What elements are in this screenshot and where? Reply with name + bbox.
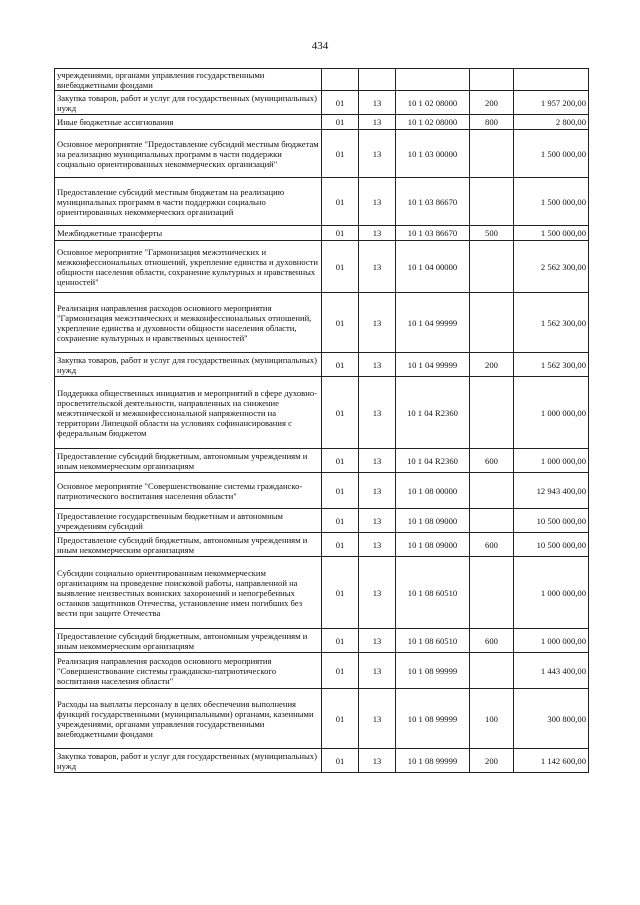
target-article-code: 10 1 08 99999 (396, 689, 470, 749)
subsection-code: 13 (359, 473, 396, 509)
subsection-code: 13 (359, 557, 396, 629)
row-description: Реализация направления расходов основного мероприятия "Совершенствование системы гражданско-патриотического воспитания населения области" (55, 653, 322, 689)
subsection-code: 13 (359, 353, 396, 377)
table-row (55, 557, 589, 629)
amount: 300 800,00 (514, 689, 589, 749)
target-article-code: 10 1 04 00000 (396, 241, 470, 293)
expense-type-code: 100 (470, 689, 514, 749)
subsection-code (359, 69, 396, 91)
target-article-code: 10 1 03 86670 (396, 226, 470, 241)
subsection-code: 13 (359, 749, 396, 773)
row-description: Поддержка общественных инициатив и мероприятий в сфере духовно-просветительской деятельности, направленных на снижение межэтнической и межконфессиональной напряженности на территории Липецкой области на условиях софинансирования с федеральным бюджетом (55, 377, 322, 449)
expense-type-code (470, 178, 514, 226)
row-description: учреждениями, органами управления государственными внебюджетными фондами (55, 69, 322, 91)
amount: 2 800,00 (514, 115, 589, 130)
target-article-code: 10 1 04 99999 (396, 353, 470, 377)
row-description: Субсидии социально ориентированным некоммерческим организациям на проведение поисковой работы, направленной на выявление неизвестных воинских захоронений и непогребенных останков защитников Отечества, установление имен погибших без вести при защите Отечества (55, 557, 322, 629)
section-code: 01 (322, 115, 359, 130)
amount (514, 69, 589, 91)
amount: 1 562 300,00 (514, 353, 589, 377)
row-description: Иные бюджетные ассигнования (55, 115, 322, 130)
row-description: Основное мероприятие "Предоставление субсидий местным бюджетам на реализацию муниципальных программ в части поддержки социально ориентированных некоммерческих организаций" (55, 130, 322, 178)
row-description: Основное мероприятие "Гармонизация межэтнических и межконфессиональных отношений, укрепление единства и духовности общности населения области, сохранение культурных и нравственных ценностей" (55, 241, 322, 293)
expense-type-code (470, 653, 514, 689)
section-code: 01 (322, 689, 359, 749)
section-code: 01 (322, 241, 359, 293)
expense-type-code: 600 (470, 533, 514, 557)
target-article-code: 10 1 08 60510 (396, 629, 470, 653)
target-article-code: 10 1 08 60510 (396, 557, 470, 629)
expense-type-code (470, 377, 514, 449)
table-row (55, 449, 589, 473)
expense-type-code (470, 69, 514, 91)
table-row (55, 353, 589, 377)
amount: 1 500 000,00 (514, 178, 589, 226)
expense-type-code: 200 (470, 91, 514, 115)
target-article-code: 10 1 08 00000 (396, 473, 470, 509)
subsection-code: 13 (359, 449, 396, 473)
subsection-code: 13 (359, 509, 396, 533)
subsection-code: 13 (359, 226, 396, 241)
amount: 1 957 200,00 (514, 91, 589, 115)
section-code: 01 (322, 377, 359, 449)
table-row (55, 689, 589, 749)
amount: 1 000 000,00 (514, 557, 589, 629)
section-code: 01 (322, 473, 359, 509)
amount: 2 562 300,00 (514, 241, 589, 293)
section-code: 01 (322, 653, 359, 689)
expense-type-code: 600 (470, 449, 514, 473)
row-description: Предоставление субсидий бюджетным, автономным учреждениям и иным некоммерческим организациям (55, 533, 322, 557)
amount: 1 000 000,00 (514, 629, 589, 653)
row-description: Закупка товаров, работ и услуг для государственных (муниципальных) нужд (55, 353, 322, 377)
section-code (322, 69, 359, 91)
section-code: 01 (322, 749, 359, 773)
expense-type-code: 600 (470, 629, 514, 653)
subsection-code: 13 (359, 130, 396, 178)
row-description: Реализация направления расходов основного мероприятия "Гармонизация межэтнических и межконфессиональных отношений, укрепление единства и духовности общности населения области, сохранение культурных и нравственных ценностей" (55, 293, 322, 353)
row-description: Основное мероприятие "Совершенствование системы гражданско-патриотического воспитания населения области" (55, 473, 322, 509)
subsection-code: 13 (359, 293, 396, 353)
row-description: Предоставление субсидий бюджетным, автономным учреждениям и иным некоммерческим организациям (55, 449, 322, 473)
section-code: 01 (322, 449, 359, 473)
table-row (55, 130, 589, 178)
table-row (55, 69, 589, 91)
target-article-code: 10 1 04 R2360 (396, 377, 470, 449)
subsection-code: 13 (359, 689, 396, 749)
amount: 10 500 000,00 (514, 509, 589, 533)
target-article-code: 10 1 03 00000 (396, 130, 470, 178)
subsection-code: 13 (359, 115, 396, 130)
expense-type-code (470, 130, 514, 178)
table-row (55, 241, 589, 293)
target-article-code: 10 1 08 09000 (396, 509, 470, 533)
table-row (55, 509, 589, 533)
row-description: Предоставление субсидий местным бюджетам на реализацию муниципальных программ в части поддержки социально ориентированных некоммерческих организаций (55, 178, 322, 226)
subsection-code: 13 (359, 377, 396, 449)
amount: 1 000 000,00 (514, 449, 589, 473)
table-row (55, 115, 589, 130)
amount: 12 943 400,00 (514, 473, 589, 509)
budget-table-body (55, 69, 589, 773)
page-number: 434 (311, 40, 329, 52)
target-article-code: 10 1 02 08000 (396, 91, 470, 115)
section-code: 01 (322, 226, 359, 241)
expense-type-code (470, 557, 514, 629)
target-article-code: 10 1 04 99999 (396, 293, 470, 353)
subsection-code: 13 (359, 91, 396, 115)
row-description: Предоставление субсидий бюджетным, автономным учреждениям и иным некоммерческим организациям (55, 629, 322, 653)
amount: 1 443 400,00 (514, 653, 589, 689)
section-code: 01 (322, 293, 359, 353)
expense-type-code: 200 (470, 353, 514, 377)
expense-type-code: 200 (470, 749, 514, 773)
table-row (55, 629, 589, 653)
row-description: Расходы на выплаты персоналу в целях обеспечения выполнения функций государственными (муниципальными) органами, казенными учреждениями, органами управления государственными внебюджетными фондами (55, 689, 322, 749)
table-row (55, 226, 589, 241)
row-description: Закупка товаров, работ и услуг для государственных (муниципальных) нужд (55, 91, 322, 115)
expense-type-code (470, 509, 514, 533)
target-article-code: 10 1 02 08000 (396, 115, 470, 130)
target-article-code: 10 1 08 09000 (396, 533, 470, 557)
row-description: Межбюджетные трансферты (55, 226, 322, 241)
table-row (55, 533, 589, 557)
amount: 1 500 000,00 (514, 130, 589, 178)
subsection-code: 13 (359, 653, 396, 689)
expense-type-code (470, 241, 514, 293)
table-row (55, 749, 589, 773)
table-row (55, 377, 589, 449)
target-article-code (396, 69, 470, 91)
amount: 1 500 000,00 (514, 226, 589, 241)
subsection-code: 13 (359, 178, 396, 226)
subsection-code: 13 (359, 241, 396, 293)
budget-table (54, 68, 589, 773)
section-code: 01 (322, 509, 359, 533)
expense-type-code (470, 293, 514, 353)
amount: 10 500 000,00 (514, 533, 589, 557)
amount: 1 000 000,00 (514, 377, 589, 449)
section-code: 01 (322, 91, 359, 115)
row-description: Предоставление государственным бюджетным и автономным учреждениям субсидий (55, 509, 322, 533)
target-article-code: 10 1 08 99999 (396, 749, 470, 773)
section-code: 01 (322, 557, 359, 629)
section-code: 01 (322, 178, 359, 226)
table-row (55, 653, 589, 689)
subsection-code: 13 (359, 533, 396, 557)
table-row (55, 91, 589, 115)
expense-type-code (470, 473, 514, 509)
amount: 1 562 300,00 (514, 293, 589, 353)
section-code: 01 (322, 130, 359, 178)
amount: 1 142 600,00 (514, 749, 589, 773)
table-row (55, 178, 589, 226)
section-code: 01 (322, 533, 359, 557)
target-article-code: 10 1 04 R2360 (396, 449, 470, 473)
section-code: 01 (322, 353, 359, 377)
target-article-code: 10 1 08 99999 (396, 653, 470, 689)
target-article-code: 10 1 03 86670 (396, 178, 470, 226)
expense-type-code: 800 (470, 115, 514, 130)
table-row (55, 473, 589, 509)
row-description: Закупка товаров, работ и услуг для государственных (муниципальных) нужд (55, 749, 322, 773)
subsection-code: 13 (359, 629, 396, 653)
section-code: 01 (322, 629, 359, 653)
table-row (55, 293, 589, 353)
expense-type-code: 500 (470, 226, 514, 241)
